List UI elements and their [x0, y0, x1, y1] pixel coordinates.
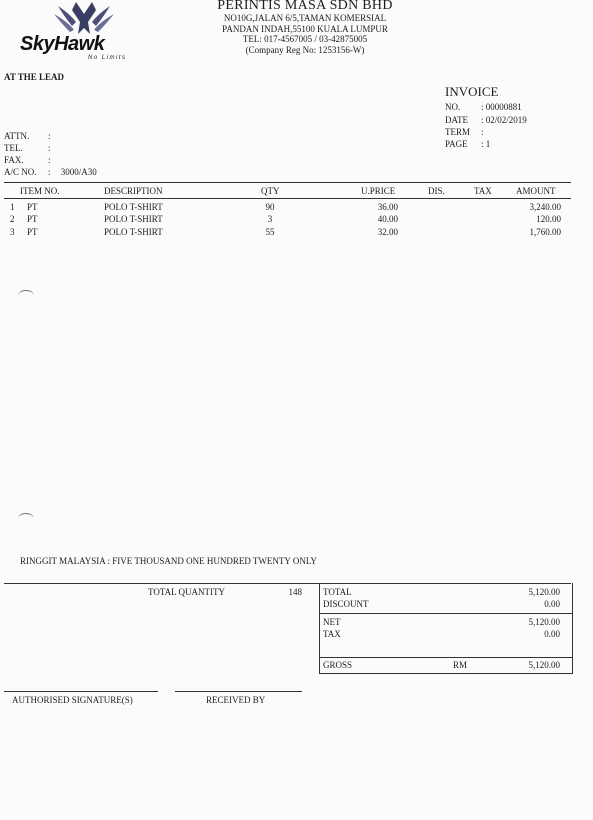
- fax-sep: :: [48, 155, 51, 165]
- item-qty: 90: [265, 202, 275, 212]
- header-amount: AMOUNT: [516, 186, 556, 196]
- customer-tel-row: [4, 143, 59, 153]
- company-address-line2: PANDAN INDAH,55100 KUALA LUMPUR: [222, 23, 388, 34]
- company-registration: (Company Reg No: 1253156-W): [245, 44, 365, 55]
- received-by-line: [175, 691, 302, 692]
- punch-hole-mark: [18, 513, 34, 524]
- item-unit-price: 36.00: [377, 202, 398, 212]
- received-by-label: RECEIVED BY: [206, 695, 266, 705]
- item-amount: 3,240.00: [529, 202, 561, 212]
- invoice-term-sep: :: [481, 127, 484, 137]
- item-code: PT: [27, 202, 38, 212]
- totals-mid-rule: [319, 613, 572, 614]
- authorised-signature-line: [4, 691, 158, 692]
- item-unit-price: 32.00: [377, 227, 398, 237]
- item-description: POLO T-SHIRT: [104, 202, 163, 212]
- attn-label: ATTN.: [4, 131, 30, 141]
- gross-label: GROSS: [323, 660, 353, 670]
- item-unit-price: 40.00: [377, 214, 398, 224]
- total-value: 5,120.00: [528, 587, 560, 597]
- item-code: PT: [27, 214, 38, 224]
- discount-value: 0.00: [544, 599, 560, 609]
- invoice-number-sep: :: [481, 102, 484, 112]
- authorised-signature-label: AUTHORISED SIGNATURE(S): [12, 695, 133, 705]
- logo-wordmark: SkyHawk: [20, 33, 105, 55]
- net-label: NET: [323, 617, 341, 627]
- header-description: DESCRIPTION: [104, 186, 163, 196]
- invoice-term-row: [445, 127, 484, 137]
- invoice-date-row: [445, 115, 527, 125]
- fax-label: FAX.: [4, 155, 24, 165]
- item-qty: 55: [265, 227, 275, 237]
- customer-attn-row: [4, 131, 59, 141]
- tel-sep: :: [48, 143, 51, 153]
- item-amount: 1,760.00: [529, 227, 561, 237]
- item-amount: 120.00: [536, 214, 561, 224]
- total-quantity-value: 148: [288, 587, 302, 597]
- table-header-rule: [4, 198, 571, 199]
- total-label: TOTAL: [323, 587, 352, 597]
- header-tax: TAX: [474, 186, 492, 196]
- discount-label: DISCOUNT: [323, 599, 369, 609]
- gross-currency: RM: [453, 660, 468, 670]
- company-header: [160, 0, 450, 55]
- gross-value: 5,120.00: [528, 660, 560, 670]
- invoice-date-value: 02/02/2019: [485, 115, 527, 125]
- header-qty: QTY: [261, 186, 280, 196]
- table-top-rule: [4, 182, 571, 183]
- row-number: 2: [10, 214, 15, 224]
- item-qty: 3: [267, 214, 273, 224]
- customer-fax-row: [4, 155, 59, 165]
- company-address-line1: NO10G,JALAN 6/5,TAMAN KOMERSIAL: [223, 13, 387, 23]
- totals-gross-rule: [319, 657, 572, 658]
- invoice-number-value: 00000881: [485, 102, 522, 112]
- tax-value: 0.00: [544, 629, 560, 639]
- tax-label: TAX: [323, 629, 341, 639]
- invoice-number-row: [445, 102, 522, 112]
- row-number: 3: [10, 227, 15, 237]
- invoice-page-row: [445, 139, 490, 149]
- invoice-page-value: 1: [485, 139, 491, 149]
- item-code: PT: [27, 227, 38, 237]
- punch-hole-mark: [18, 290, 34, 301]
- invoice-date-sep: :: [481, 115, 484, 125]
- header-discount: DIS.: [428, 186, 445, 196]
- account-label: A/C NO.: [4, 167, 37, 177]
- customer-account-row: [4, 167, 97, 177]
- invoice-page-label: PAGE: [445, 139, 468, 149]
- net-value: 5,120.00: [528, 617, 560, 627]
- account-sep: :: [48, 167, 51, 177]
- attn-sep: :: [48, 131, 51, 141]
- customer-name: AT THE LEAD: [4, 72, 65, 82]
- account-value: 3000/A30: [60, 167, 97, 177]
- invoice-date-label: DATE: [445, 115, 468, 125]
- row-number: 1: [10, 202, 15, 212]
- header-item-no: ITEM NO.: [20, 186, 60, 196]
- invoice-page-sep: :: [481, 139, 484, 149]
- item-description: POLO T-SHIRT: [104, 227, 163, 237]
- invoice-number-label: NO.: [445, 102, 461, 112]
- tel-label: TEL.: [4, 143, 23, 153]
- invoice-term-label: TERM: [445, 127, 471, 137]
- item-description: POLO T-SHIRT: [104, 214, 163, 224]
- total-quantity-label: TOTAL QUANTITY: [148, 587, 226, 597]
- company-telephone: TEL: 017-4567005 / 03-42875005: [242, 34, 368, 44]
- company-name: PERINTIS MASA SDN BHD: [217, 0, 393, 13]
- header-unit-price: U.PRICE: [361, 186, 396, 196]
- amount-in-words: RINGGIT MALAYSIA : FIVE THOUSAND ONE HUNDRED TWENTY ONLY: [20, 556, 317, 566]
- invoice-title: INVOICE: [445, 84, 499, 99]
- logo-tagline: No Limits: [88, 55, 127, 61]
